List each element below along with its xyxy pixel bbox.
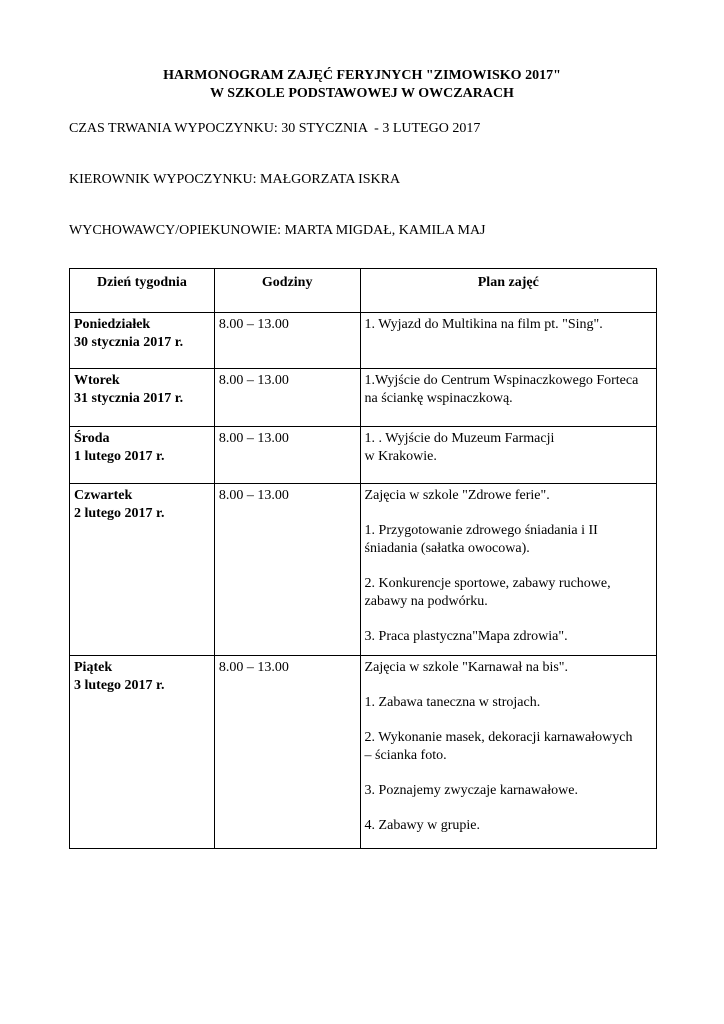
table-header-row [70,269,657,313]
hours-cell: 8.00 – 13.00 [214,313,360,369]
title-line-2: W SZKOLE PODSTAWOWEJ W OWCZARACH [210,86,514,101]
duration-info: CZAS TRWANIA WYPOCZYNKU: 30 STYCZNIA - 3 LUTEGO 2017 [69,121,481,136]
title-line-1: HARMONOGRAM ZAJĘĆ FERYJNYCH "ZIMOWISKO 2017" [163,68,561,83]
table-row [70,427,657,484]
plan-spacer [365,712,652,729]
header-hours: Godziny [214,269,360,313]
header-day: Dzień tygodnia [70,269,215,313]
plan-cell [360,656,656,849]
plan-line: na ściankę wspinaczkową. [364,391,513,406]
plan-line: – ścianka foto. [364,748,447,763]
plan-line: w Krakowie. [364,449,437,464]
table-row [70,484,657,656]
header-plan: Plan zajęć [360,269,656,313]
hours-cell: 8.00 – 13.00 [214,484,360,656]
day-cell [70,656,215,849]
day-date: 31 stycznia 2017 r. [74,391,184,406]
plan-cell [360,369,656,427]
table-row [70,313,657,369]
day-name: Czwartek [74,488,133,503]
day-date: 3 lutego 2017 r. [74,678,165,693]
plan-line: 4. Zabawy w grupie. [364,818,481,833]
day-date: 1 lutego 2017 r. [74,449,165,464]
day-name: Poniedziałek [74,317,151,332]
day-cell [70,484,215,656]
plan-cell [360,313,656,369]
manager-info: KIEROWNIK WYPOCZYNKU: MAŁGORZATA ISKRA [69,172,401,187]
hours-cell: 8.00 – 13.00 [214,656,360,849]
table-row [70,369,657,427]
plan-line: 1. Zabawa taneczna w strojach. [364,695,541,710]
day-cell [70,313,215,369]
plan-line: 3. Praca plastyczna"Mapa zdrowia". [364,629,568,644]
schedule-table [69,268,657,849]
day-name: Wtorek [74,373,120,388]
day-name: Piątek [74,660,113,675]
plan-line: 1. Przygotowanie zdrowego śniadania i II [364,523,598,538]
plan-line: zabawy na podwórku. [364,594,488,609]
day-date: 2 lutego 2017 r. [74,506,165,521]
plan-spacer [365,765,652,782]
caretakers-info: WYCHOWAWCY/OPIEKUNOWIE: MARTA MIGDAŁ, KAMILA MAJ [69,223,486,238]
plan-line: 2. Wykonanie masek, dekoracji karnawałowych [364,730,633,745]
plan-cell [360,484,656,656]
plan-line: 3. Poznajemy zwyczaje karnawałowe. [364,783,578,798]
plan-line: 1. . Wyjście do Muzeum Farmacji [364,431,555,446]
plan-line: Zajęcia w szkole "Zdrowe ferie". [364,488,550,503]
hours-cell: 8.00 – 13.00 [214,427,360,484]
day-cell [70,427,215,484]
plan-spacer [365,677,652,694]
day-cell [70,369,215,427]
plan-line: 2. Konkurencje sportowe, zabawy ruchowe, [364,576,611,591]
plan-spacer [365,800,652,817]
day-name: Środa [74,431,110,446]
plan-line: 1.Wyjście do Centrum Wspinaczkowego Forteca [364,373,639,388]
table-row [70,656,657,849]
day-date: 30 stycznia 2017 r. [74,335,184,350]
plan-cell [360,427,656,484]
plan-spacer [365,505,652,522]
document-title [0,67,724,103]
plan-line: 1. Wyjazd do Multikina na film pt. "Sing". [364,317,603,332]
plan-line: Zajęcia w szkole "Karnawał na bis". [364,660,569,675]
plan-spacer [365,558,652,575]
hours-cell: 8.00 – 13.00 [214,369,360,427]
plan-line: śniadania (sałatka owocowa). [364,541,530,556]
plan-spacer [365,611,652,628]
